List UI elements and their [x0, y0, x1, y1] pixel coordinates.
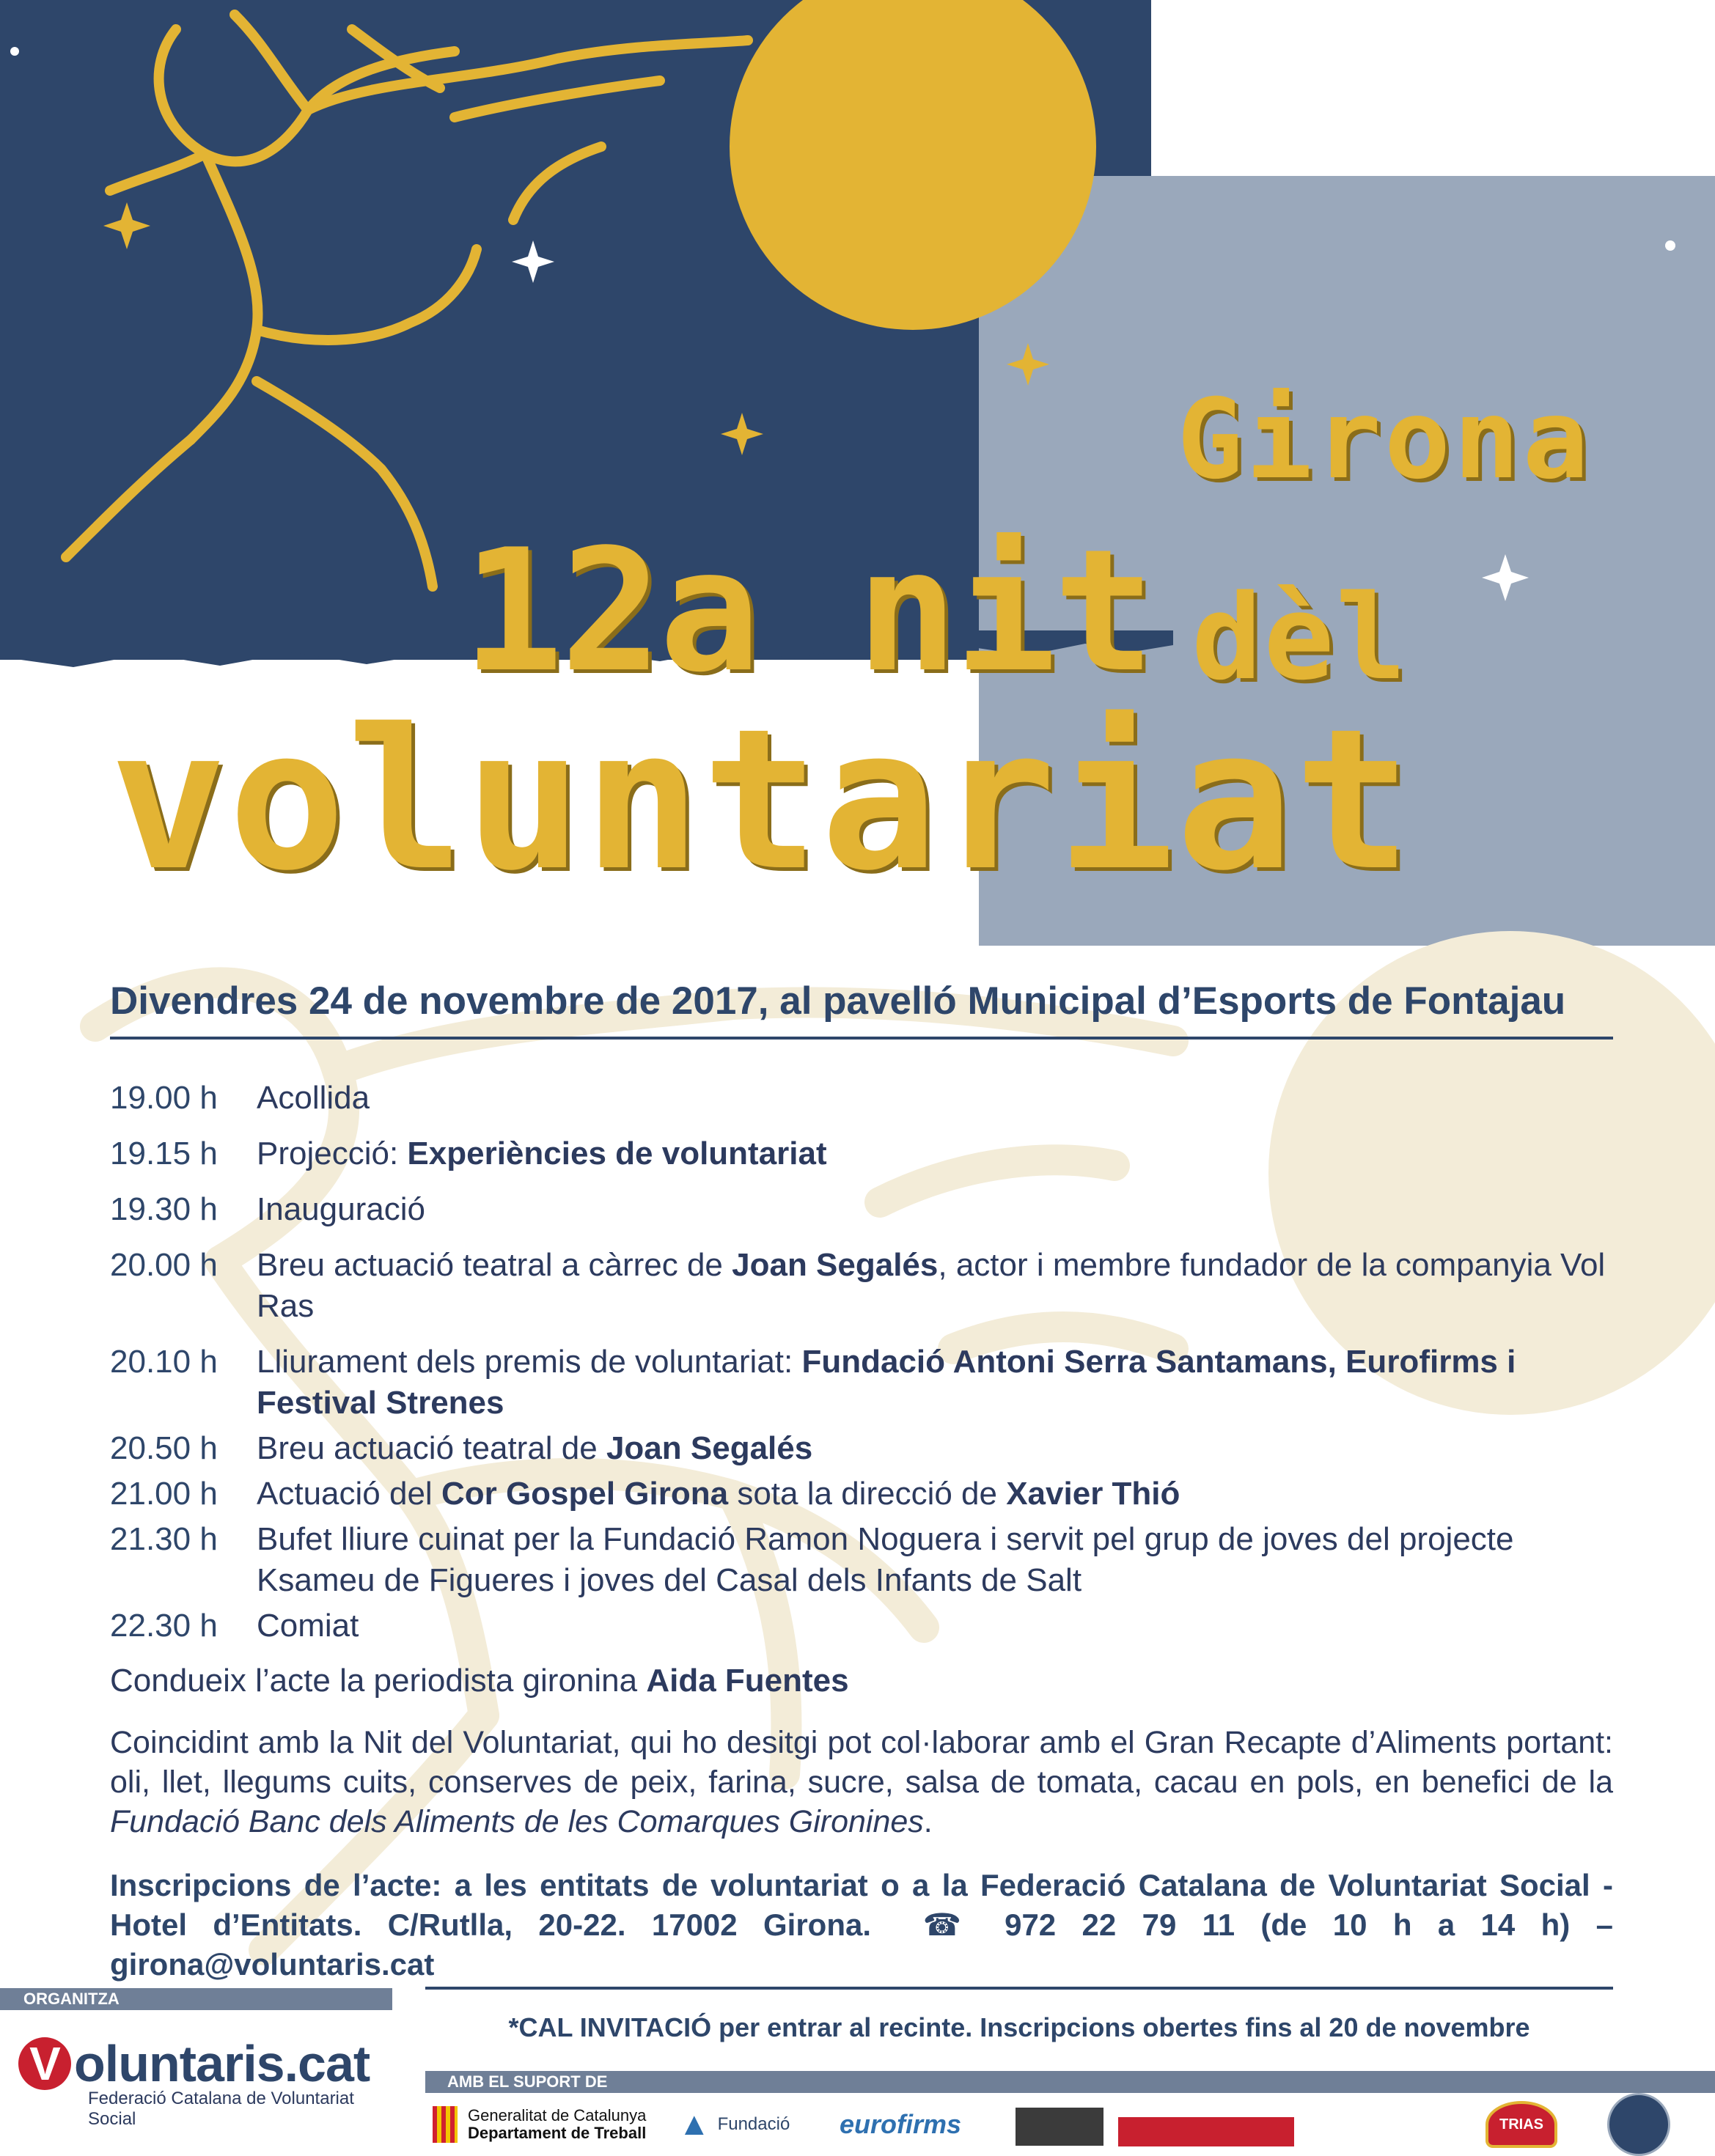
sponsor-logo-dark[interactable]	[1016, 2108, 1103, 2146]
organizer-label-bar: ORGANITZA	[0, 1988, 392, 2010]
voluntaris-logo[interactable]	[18, 2034, 400, 2130]
schedule-text: Bufet lliure cuinat per la Fundació Ramon Noguera i servit pel grup de joves del projecte Ksameu de Figueres i joves del Casal dels Infants de Salt	[257, 1521, 1514, 1598]
catalan-flag-icon	[433, 2106, 458, 2143]
schedule-time: 22.30 h	[110, 1608, 218, 1644]
schedule-text: Lliurament dels premis de voluntariat: Fundació Antoni Serra Santamans, Eurofirms i Festival Strenes	[257, 1344, 1516, 1421]
star-shape	[1007, 343, 1049, 386]
star-dot	[10, 47, 19, 56]
title-city: Girona	[1177, 376, 1592, 504]
schedule-list	[110, 1078, 1620, 1647]
schedule-time: 20.10 h	[110, 1344, 218, 1380]
schedule-text: Breu actuació teatral a càrrec de Joan Segalés, actor i membre fundador de la companyia Vol Ras	[257, 1247, 1606, 1324]
host-line: Condueix l’acte la periodista gironina Aida Fuentes	[110, 1663, 849, 1699]
schedule-item	[110, 1428, 1620, 1469]
support-label-bar: AMB EL SUPORT DE	[425, 2071, 1715, 2093]
star-shape	[721, 413, 763, 455]
schedule-time: 20.00 h	[110, 1247, 218, 1283]
schedule-item	[110, 1189, 1620, 1230]
star-shape	[512, 240, 554, 283]
schedule-item	[110, 1078, 1620, 1119]
phone-icon: ☎	[922, 1907, 979, 1942]
title-edition: 12a nit	[462, 514, 1153, 710]
moon-shape	[730, 0, 1096, 330]
logo-v-mark: V	[18, 2037, 71, 2090]
star-shape	[103, 202, 150, 249]
food-collection-paragraph: Coincidint amb la Nit del Voluntariat, qui ho desitgi pot col·laborar amb el Gran Recapte d’Aliments portant: oli, llet, llegums cuits, conserves de peix, farina, sucre, salsa de tomata, cacau en pols, en benefici de la Fundació Banc dels Aliments de les Comarques Gironines.	[110, 1725, 1613, 1839]
schedule-text: Breu actuació teatral de Joan Segalés	[257, 1430, 813, 1466]
host-name: Aida Fuentes	[646, 1663, 849, 1699]
sponsor-logo-text[interactable]	[1323, 2102, 1455, 2146]
phone-number: 972 22 79 11 (de 10 h a 14 h)	[1005, 1907, 1571, 1942]
schedule-item	[110, 1519, 1620, 1601]
invitation-note: *CAL INVITACIÓ per entrar al recinte. Inscripcions obertes fins al 20 de novembre	[508, 2012, 1530, 2042]
schedule-text: Inauguració	[257, 1191, 425, 1227]
sponsor-round-logo[interactable]	[1598, 2102, 1679, 2146]
schedule-time: 19.30 h	[110, 1191, 218, 1227]
schedule-item	[110, 1245, 1620, 1327]
schedule-time: 21.30 h	[110, 1521, 218, 1557]
schedule-time: 19.15 h	[110, 1136, 218, 1171]
schedule-time: 20.50 h	[110, 1430, 218, 1466]
voluntaris-logo-name: V oluntaris.cat	[18, 2034, 400, 2093]
beneficiary-name: Fundació Banc dels Aliments de les Comarques Gironines	[110, 1804, 924, 1839]
schedule-text: Projecció: Experiències de voluntariat	[257, 1136, 827, 1171]
star-shape	[1482, 554, 1529, 601]
schedule-text: Comiat	[257, 1608, 359, 1644]
round-emblem-icon	[1607, 2093, 1670, 2156]
registration-info: Inscripcions de l’acte: a les entitats de voluntariat o a la Federació Catalana de Voluntariat Social - Hotel d’Entitats. C/Rutlla, 20-22. 17002 Girona. ☎ 972 22 79 11 (de 10 h a 14 h) – girona@voluntaris.cat	[110, 1868, 1613, 1982]
sponsor-trias-logo[interactable]: TRIAS	[1481, 2102, 1562, 2146]
date-heading: Divendres 24 de novembre de 2017, al pavelló Municipal d’Esports de Fontajau	[110, 979, 1613, 1040]
schedule-text: Actuació del Cor Gospel Girona sota la direcció de Xavier Thió	[257, 1476, 1180, 1512]
dancer-figure	[66, 15, 748, 586]
schedule-item	[110, 1133, 1620, 1174]
voluntaris-logo-subtitle: Federació Catalana de Voluntariat Social	[88, 2089, 354, 2129]
title-del: dèl	[1191, 569, 1408, 706]
schedule-item	[110, 1605, 1620, 1647]
schedule-item	[110, 1342, 1620, 1424]
footer-divider	[425, 1987, 1613, 1990]
schedule-item	[110, 1473, 1620, 1515]
sponsor-generalitat-logo[interactable]: Generalitat de Catalunya Departament de Treball	[433, 2102, 653, 2146]
title-volunteering: voluntariat	[110, 688, 1413, 913]
star-dot	[1665, 240, 1675, 251]
schedule-text: Acollida	[257, 1080, 370, 1116]
schedule-time: 19.00 h	[110, 1080, 218, 1116]
sponsor-fundacio-logo[interactable]: ▲ Fundació	[678, 2106, 790, 2142]
triangle-icon: ▲	[678, 2106, 710, 2142]
contact-email-link[interactable]: girona@voluntaris.cat	[110, 1947, 435, 1982]
schedule-time: 21.00 h	[110, 1476, 218, 1512]
sponsor-logo-red[interactable]	[1118, 2117, 1294, 2146]
sponsor-eurofirms-logo[interactable]: eurofirms	[840, 2109, 962, 2139]
